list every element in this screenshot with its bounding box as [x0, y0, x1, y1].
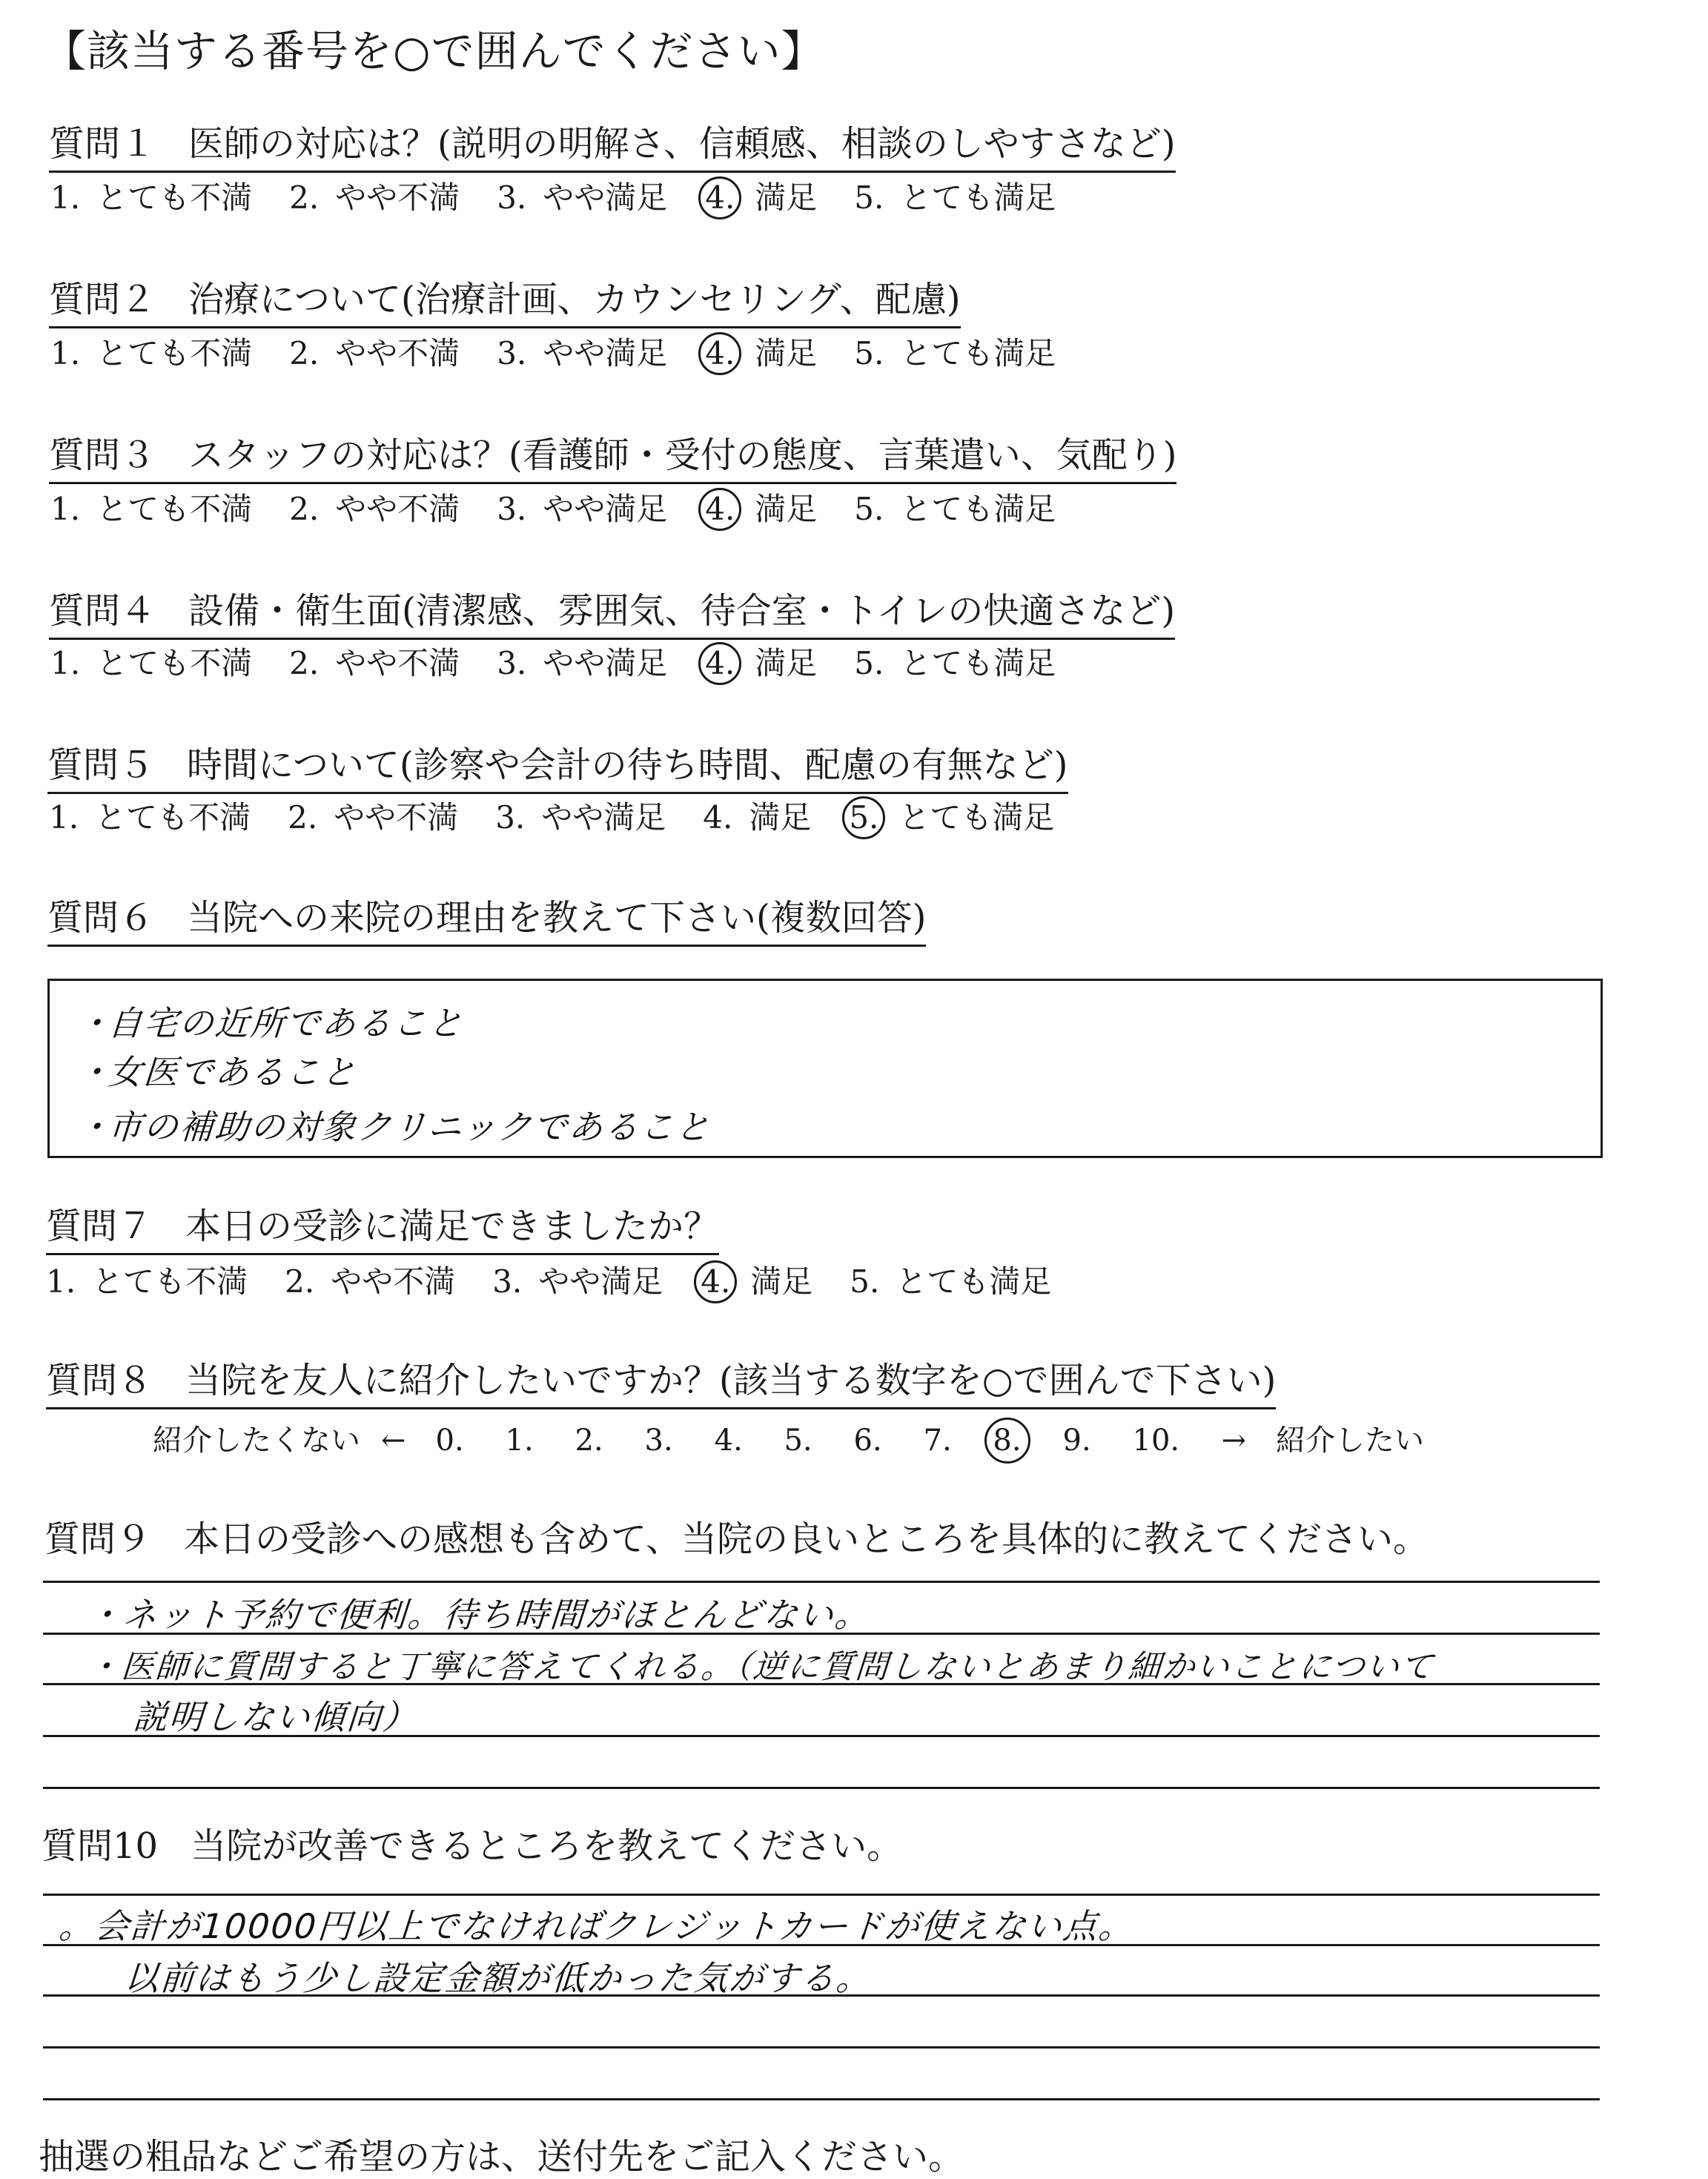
question-text: スタッフの対応は？(看護師・受付の態度、言葉遣い、気配り) — [188, 434, 1177, 476]
option-2[interactable]: 2. やや不満 — [285, 1263, 456, 1300]
option-4-circled[interactable]: 4. 満足 — [704, 176, 817, 219]
option-2[interactable]: 2. やや不満 — [288, 799, 459, 836]
question-text: 時間について(診察や会計の待ち時間、配慮の有無など) — [187, 744, 1068, 786]
rating-scale-q4 — [50, 642, 1093, 685]
answer-line — [43, 2046, 1600, 2049]
question-number: 質問２ — [49, 279, 156, 320]
option-2[interactable]: 2. やや不満 — [289, 335, 460, 371]
nps-2[interactable]: 2. — [575, 1424, 603, 1458]
question-text: 当院が改善できるところを教えてください。 — [191, 1825, 903, 1867]
question-6 — [47, 894, 926, 947]
question-1 — [49, 120, 1176, 173]
question-text: 本日の受診への感想も含めて、当院の良いところを具体的に教えてください。 — [184, 1518, 1429, 1560]
option-2[interactable]: 2. やや不満 — [289, 491, 460, 527]
question-text: 医師の対応は？(説明の明解さ、信頼感、相談のしやすさなど) — [188, 123, 1176, 165]
nps-4[interactable]: 4. — [714, 1424, 743, 1458]
answer-line — [43, 1894, 1600, 1896]
option-4[interactable]: 4. 満足 — [703, 799, 812, 836]
nps-1[interactable]: 1. — [505, 1424, 534, 1458]
question-number: 質問４ — [49, 590, 156, 632]
nps-7[interactable]: 7. — [923, 1424, 952, 1458]
question-5 — [47, 741, 1068, 794]
page-title: 【該当する番号を○で囲んでください】 — [43, 26, 825, 76]
question-number: 質問10 — [42, 1825, 159, 1867]
q10-answer-line-1: 。会計が10000円以上でなければクレジットカードが使えない点。 — [57, 1906, 1136, 1946]
nps-scale — [153, 1418, 1424, 1464]
question-4 — [49, 587, 1175, 640]
rating-scale-q7 — [46, 1260, 1088, 1303]
option-5[interactable]: 5. とても満足 — [854, 645, 1056, 681]
nps-left-label: 紹介したくない — [153, 1424, 360, 1458]
option-5-circled[interactable]: 5. とても満足 — [848, 796, 1054, 839]
question-text: 当院を友人に紹介したいですか？(該当する数字を○で囲んで下さい) — [185, 1360, 1277, 1401]
option-5[interactable]: 5. とても満足 — [850, 1263, 1052, 1300]
question-text: 治療について(治療計画、カウンセリング、配慮) — [188, 279, 961, 320]
question-2 — [49, 276, 961, 328]
answer-line — [43, 1787, 1600, 1789]
nps-5[interactable]: 5. — [784, 1424, 812, 1458]
rating-scale-q3 — [50, 488, 1093, 531]
option-2[interactable]: 2. やや不満 — [289, 179, 460, 216]
nps-10[interactable]: 10. — [1132, 1424, 1180, 1458]
option-1[interactable]: 1. とても不満 — [50, 645, 253, 681]
nps-3[interactable]: 3. — [644, 1424, 673, 1458]
nps-8-circled[interactable]: 8. — [993, 1418, 1063, 1464]
nps-6[interactable]: 6. — [853, 1424, 882, 1458]
option-3[interactable]: 3. やや満足 — [495, 799, 666, 836]
option-3[interactable]: 3. やや満足 — [497, 335, 668, 371]
option-1[interactable]: 1. とても不満 — [49, 799, 251, 836]
option-4-circled[interactable]: 4. 満足 — [704, 332, 817, 375]
option-1[interactable]: 1. とても不満 — [50, 491, 253, 527]
question-text: 本日の受診に満足できましたか？ — [185, 1206, 720, 1247]
q9-answer-line-3: 説明しない傾向） — [131, 1697, 420, 1737]
question-9 — [44, 1515, 1429, 1563]
right-arrow-icon: → — [1221, 1424, 1247, 1458]
option-5[interactable]: 5. とても満足 — [854, 335, 1056, 371]
option-1[interactable]: 1. とても不満 — [46, 1263, 248, 1300]
answer-line — [43, 1581, 1600, 1583]
nps-right-label: 紹介したい — [1276, 1424, 1425, 1458]
question-3 — [49, 431, 1176, 484]
rating-scale-q5 — [49, 796, 1091, 839]
question-number: 質問３ — [49, 434, 156, 476]
question-number: 質問９ — [44, 1518, 152, 1560]
option-3[interactable]: 3. やや満足 — [497, 645, 668, 681]
option-3[interactable]: 3. やや満足 — [497, 491, 668, 527]
q10-answer-line-2: 以前はもう少し設定金額が低かった気がする。 — [122, 1958, 873, 1998]
question-number: 質問８ — [46, 1360, 153, 1401]
answer-line — [43, 2098, 1600, 2100]
q9-answer-line-2: ・医師に質問すると丁寧に答えてくれる。（逆に質問しないとあまり細かいことについて — [85, 1648, 1436, 1686]
question-number: 質問６ — [47, 897, 155, 939]
option-1[interactable]: 1. とても不満 — [50, 335, 253, 371]
question-number: 質問１ — [49, 123, 156, 165]
q6-answer-1: ・自宅の近所であること — [75, 1003, 466, 1043]
question-number: 質問５ — [47, 744, 155, 786]
question-7 — [46, 1203, 719, 1255]
nps-9[interactable]: 9. — [1062, 1424, 1091, 1458]
option-4-circled[interactable]: 4. 満足 — [700, 1260, 812, 1303]
option-1[interactable]: 1. とても不満 — [50, 179, 253, 216]
question-number: 質問７ — [46, 1206, 153, 1247]
nps-0[interactable]: 0. — [435, 1424, 464, 1458]
q6-answer-2: ・女医であること — [75, 1052, 359, 1092]
footer-note: 抽選の粗品などご希望の方は、送付先をご記入ください。 — [39, 2136, 964, 2178]
option-4-circled[interactable]: 4. 満足 — [704, 488, 817, 531]
rating-scale-q2 — [50, 332, 1093, 375]
rating-scale-q1 — [50, 176, 1093, 219]
q6-answer-3: ・市の補助の対象クリニックであること — [75, 1107, 712, 1147]
question-8 — [46, 1357, 1276, 1409]
left-arrow-icon: ← — [381, 1424, 406, 1458]
option-5[interactable]: 5. とても満足 — [854, 491, 1056, 527]
option-4-circled[interactable]: 4. 満足 — [704, 642, 817, 685]
q9-answer-line-1: ・ネット予約で便利。待ち時間がほとんどない。 — [85, 1595, 872, 1635]
question-10 — [42, 1822, 902, 1870]
option-2[interactable]: 2. やや不満 — [289, 645, 460, 681]
question-text: 設備・衛生面(清潔感、雰囲気、待合室・トイレの快適さなど) — [188, 590, 1176, 632]
option-3[interactable]: 3. やや満足 — [492, 1263, 663, 1300]
option-5[interactable]: 5. とても満足 — [854, 179, 1056, 216]
option-3[interactable]: 3. やや満足 — [497, 179, 668, 216]
question-text: 当院への来院の理由を教えて下さい(複数回答) — [187, 897, 927, 939]
